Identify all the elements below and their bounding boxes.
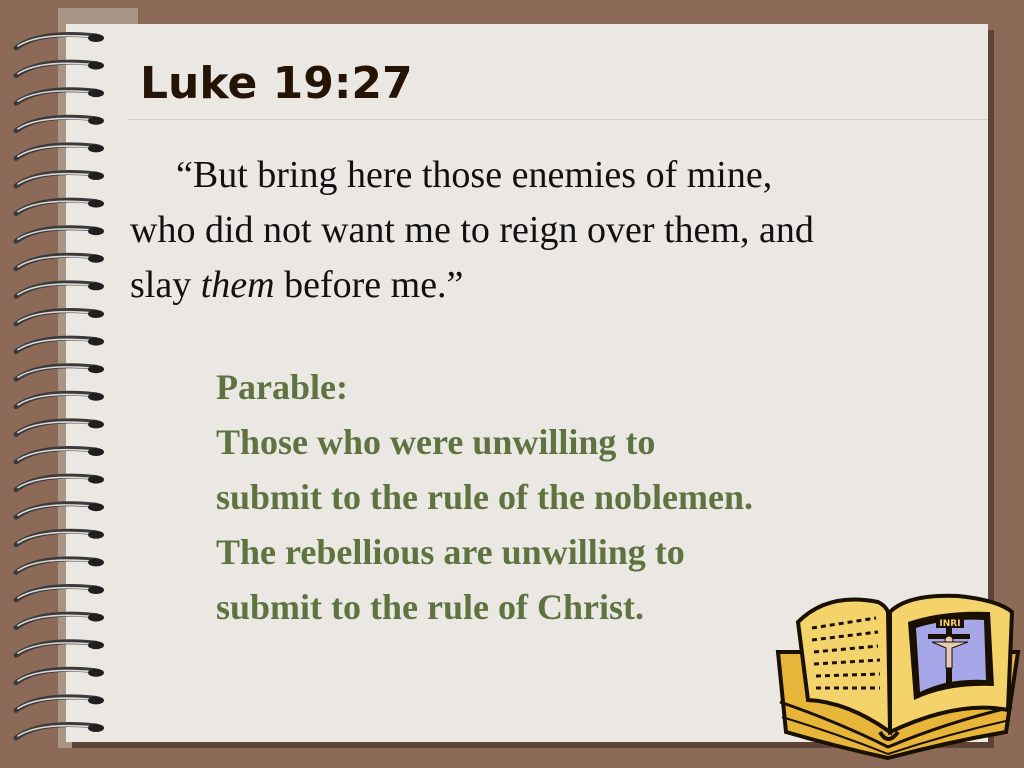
slide-title: Luke 19:27 xyxy=(140,58,413,109)
parable-line-1: Those who were unwilling to xyxy=(216,422,656,462)
quote-emphasis: them xyxy=(200,264,275,306)
cross-inscription: INRI xyxy=(939,619,961,629)
scripture-quote xyxy=(130,148,970,313)
parable-line-3: The rebellious are unwilling to xyxy=(216,532,685,572)
bible-book-icon xyxy=(768,582,1022,764)
quote-line-1: “But bring here those enemies of mine, xyxy=(176,154,773,196)
parable-heading: Parable: xyxy=(216,367,348,407)
quote-line-2: who did not want me to reign over them, and xyxy=(130,209,814,251)
parable-line-4: submit to the rule of Christ. xyxy=(216,587,644,627)
title-divider xyxy=(128,119,988,120)
quote-line-3-end: before me.” xyxy=(274,264,464,306)
spiral-binding-icon xyxy=(0,0,130,768)
parable-line-2: submit to the rule of the noblemen. xyxy=(216,477,753,517)
quote-line-3-start: slay xyxy=(130,264,201,306)
